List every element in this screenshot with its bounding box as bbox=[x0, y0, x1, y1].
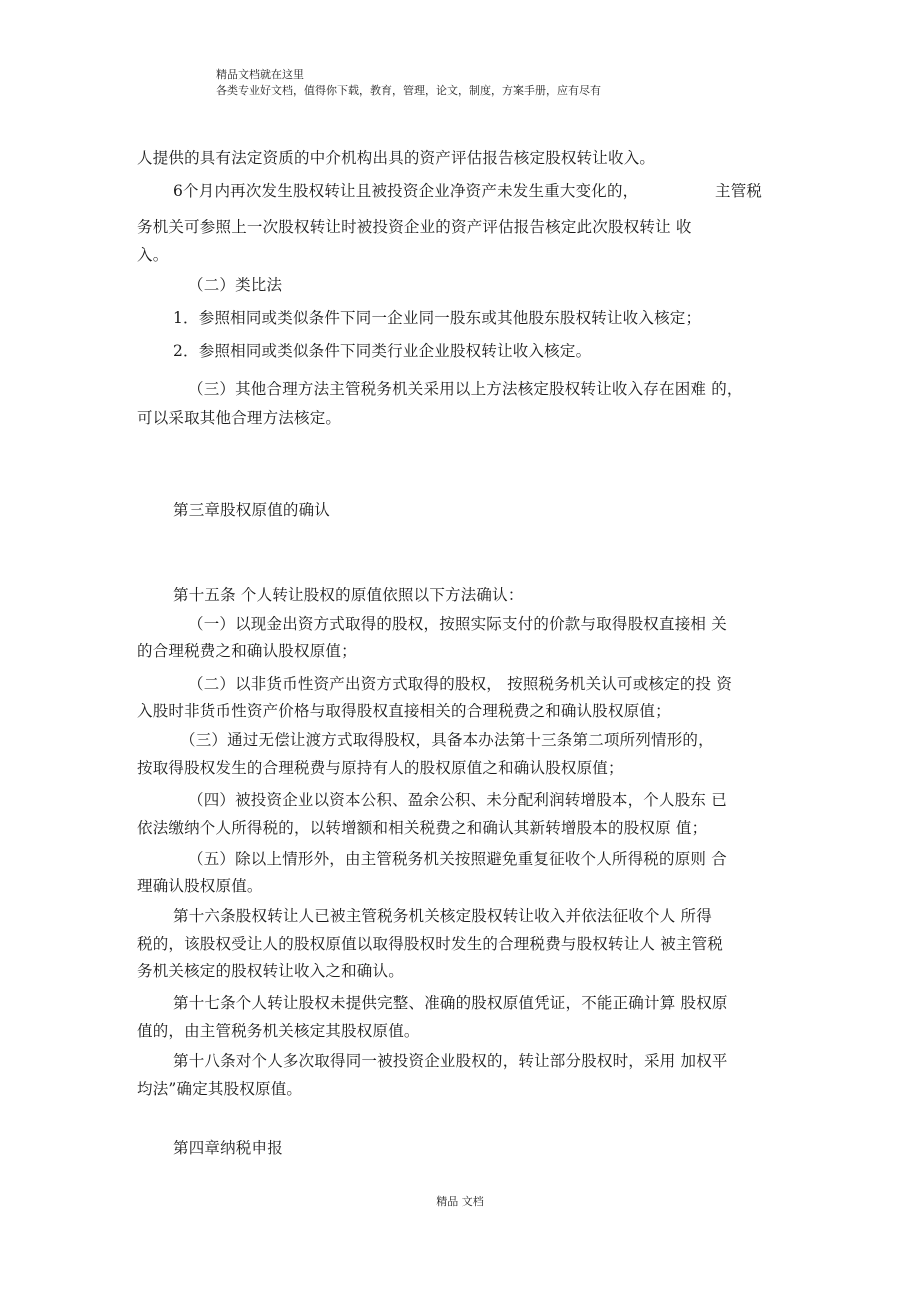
page-footer: 精品 文档 bbox=[436, 1195, 484, 1208]
text-line: （二）以非货币性资产出资方式取得的股权， 按照税务机关认可或核定的投 资 bbox=[188, 675, 733, 693]
text-line: 入股时非货币性资产价格与取得股权直接相关的合理税费之和确认股权原值； bbox=[137, 702, 671, 720]
text-line: 1．参照相同或类似条件下同一企业同一股东或其他股东股权转让收入核定； bbox=[173, 309, 702, 327]
text-line: 主管税 bbox=[715, 182, 763, 200]
text-line: 理确认股权原值。 bbox=[137, 877, 263, 895]
text-line: （五）除以上情形外，由主管税务机关按照避免重复征收个人所得税的原则 合 bbox=[188, 850, 727, 868]
text-line: 务机关核定的股权转让收入之和确认。 bbox=[137, 962, 404, 980]
text-line: 的合理税费之和确认股权原值； bbox=[137, 642, 357, 660]
text-line: 人提供的具有法定资质的中介机构出具的资产评估报告核定股权转让收入。 bbox=[137, 149, 656, 167]
text-line: （三）通过无偿让渡方式取得股权，具备本办法第十三条第二项所列情形的， bbox=[180, 731, 714, 749]
text-line: （一）以现金出资方式取得的股权，按照实际支付的价款与取得股权直接相 关 bbox=[188, 615, 727, 633]
text-line: 入。 bbox=[137, 246, 169, 264]
text-line: 第十八条对个人多次取得同一被投资企业股权的，转让部分股权时，采用 加权平 bbox=[173, 1052, 728, 1070]
text-line: 第十六条股权转让人已被主管税务机关核定股权转让收入并依法征收个人 所得 bbox=[173, 907, 712, 925]
text-line: （四）被投资企业以资本公积、盈余公积、未分配利润转增股本，个人股东 已 bbox=[188, 791, 727, 809]
text-line: （三）其他合理方法主管税务机关采用以上方法核定股权转让收入存在困难 的， bbox=[188, 380, 743, 398]
text-line: 值的，由主管税务机关核定其股权原值。 bbox=[137, 1022, 420, 1040]
chapter-heading: 第三章股权原值的确认 bbox=[173, 501, 331, 519]
header-line-2: 各类专业好文档，值得你下载，教育，管理，论文，制度，方案手册，应有尽有 bbox=[216, 84, 601, 97]
text-line: 务机关可参照上一次股权转让时被投资企业的资产评估报告核定此次股权转让 收 bbox=[137, 218, 692, 236]
text-line: 第十五条 个人转让股权的原值依照以下方法确认： bbox=[173, 586, 524, 604]
text-line: 均法”确定其股权原值。 bbox=[137, 1080, 303, 1098]
text-line: 6个月内再次发生股权转让且被投资企业净资产未发生重大变化的， bbox=[173, 182, 639, 200]
text-line: 可以采取其他合理方法核定。 bbox=[137, 409, 342, 427]
text-line: 第十七条个人转让股权未提供完整、准确的股权原值凭证，不能正确计算 股权原 bbox=[173, 994, 728, 1012]
chapter-heading: 第四章纳税申报 bbox=[173, 1139, 283, 1157]
text-line: 按取得股权发生的合理税费与原持有人的股权原值之和确认股权原值； bbox=[137, 759, 624, 777]
text-line: 税的，该股权受让人的股权原值以取得股权时发生的合理税费与股权转让人 被主管税 bbox=[137, 935, 724, 953]
text-line: （二）类比法 bbox=[188, 276, 283, 294]
text-line: 2．参照相同或类似条件下同类行业企业股权转让收入核定。 bbox=[173, 342, 592, 360]
header-line-1: 精品文档就在这里 bbox=[216, 68, 304, 81]
text-line: 依法缴纳个人所得税的，以转增额和相关税费之和确认其新转增股本的股权原 值； bbox=[137, 819, 708, 837]
